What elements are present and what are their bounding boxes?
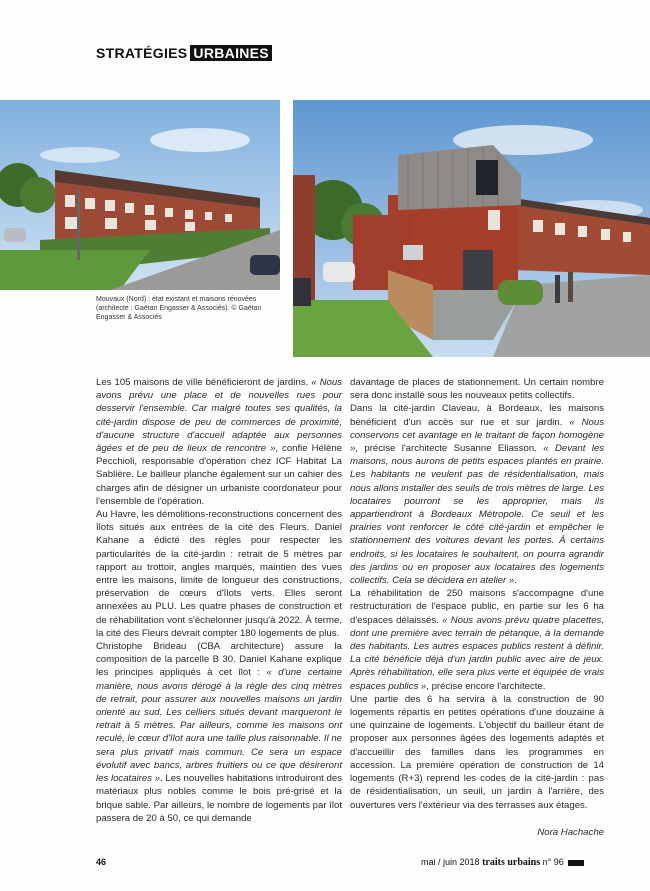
paragraph: [96, 640, 342, 825]
quote-run: « Nous conservons cet avantage en le traitant de façon homogène »: [350, 416, 604, 455]
text-run: , confie Hélène Pecchioli, responsable d'opération chez ICF Habitat La Sablière. Le bailleur planche également sur un cahier des charges afin de désigner un urbaniste coordonateur pour l'ensemble de l'opération.: [96, 443, 342, 507]
paragraph: [96, 376, 342, 508]
paragraph: davantage de places de stationnement. Un certain nombre sera donc installé sous les nouveaux petits collectifs.: [350, 377, 604, 402]
quote-run: « d'une certaine manière, nous avons dérogé à la règle des cinq mètres de retrait, pour assurer aux nouvelles maisons un jardin orienté au sud. Les celliers situés devant marqueront le retrait à 5 mètres. Par ailleurs, comme les maisons ont reculé, le cœur d'îlot aura une taille plus raisonnable. Il ne sera plus privatif mais commun. Ce sera un espace évolutif avec bancs, arbres fruitiers ou ce que désireront les locataires »: [96, 667, 342, 785]
footer-bar: [568, 860, 584, 866]
text-run: .: [514, 575, 517, 587]
photo-existing-houses: [0, 100, 280, 290]
issue-date: mai / juin 2018: [421, 857, 480, 867]
issue-info: [421, 857, 584, 868]
quote-run: « Devant les maisons, nous aurons de petits espaces plantés en prairie. Les habitants ne veulent pas de résidentialisation, mais nous allons installer des seuils de trois mètres de large. Les locataires pourront se les approprier, mais ils appartiendront à Bordeaux Métropole. Ce seuil et les prairies vont renforcer le côté cité-jardin et empêcher le stationnement des voitures devant les portes. À certains endroits, si les locataires le souhaitent, on pourra agrandir des jardins ou en proposer aux locataires des logements collectifs. Cela se décidera en atelier »: [350, 443, 605, 587]
section-title-box: URBAINES: [190, 45, 272, 61]
article-column-right: [350, 376, 604, 839]
text-run: La réhabilitation de 250 maisons s'accompagne d'une restructuration de l'espace public, en partie sur les 6 ha d'espaces délaissés.: [350, 588, 604, 626]
text-run: Christophe Brideau (CBA architecture) assure la composition de la parcelle B 30. Daniel Kahane explique les principes appliqués à cet îlot :: [96, 641, 342, 679]
text-run: Les 105 maisons de ville bénéficieront de jardins.: [96, 377, 312, 388]
section-title: STRATÉGIES: [96, 45, 188, 61]
paragraph: [350, 402, 604, 587]
text-run: , précise encore l'architecte.: [426, 680, 546, 692]
magazine-brand: traits urbains: [482, 857, 541, 868]
article-column-left: [96, 376, 342, 825]
text-run: . Les nouvelles habitations introduiront des matériaux plus nobles comme le bois pré-grisé et la brique sable. Par ailleurs, le nombre de logements par îlot passera de 20 à 50, ce qui demande: [96, 773, 342, 824]
issue-number: n° 96: [542, 857, 564, 867]
text-run: , précise l'architecte Susanne Eliasson.: [355, 443, 544, 455]
quote-run: « Nous avons prévu quatre placettes, dont une première avec terrain de pétanque, à la demande des habitants. Les autres espaces publics restent à définir. La cité bénéficie déjà d'un jardin public avec aire de jeux. Après réhabilitation, elle sera plus verte et équipée de vrais espaces publics »: [350, 614, 604, 692]
text-run: Dans la cité-jardin Claveau, à Bordeaux, les maisons bénéficient d'un accès sur rue et sur jardin.: [350, 403, 604, 428]
quote-run: « Nous avons prévu une place et de nouvelles rues pour desservir l'ensemble. Car malgré toutes ses qualités, la cité-jardin dispose de peu de commerces de proximité, d'aucune structure d'accueil adaptée aux personnes âgées et de peu de lieux de rencontre »: [96, 377, 342, 455]
page-number: 46: [96, 857, 107, 867]
section-header: [96, 45, 272, 61]
paragraph: Au Havre, les démolitions-reconstructions concernent des îlots situés aux entrées de la cité des Fleurs. Daniel Kahane a édicté des règles pour respecter les particularités de la cité-jardin : retrait de 5 mètres par rapport au trottoir, angles marqués, maintien des vues entre les maisons, limite de longueur des constructions, préservation de cœurs d'îlots verts. Elles seront annexées au PLU. Les quatre phases de construction et de réhabilitation vont s'échelonner jusqu'à 2022. À terme, la cité des Fleurs devrait compter 180 logements de plus.: [96, 509, 342, 639]
paragraph: [350, 587, 604, 693]
paragraph: Une partie des 6 ha servira à la construction de 90 logements répartis en petites opérations d'une douzaine à une quinzaine de logements. L'objectif du bailleur étant de proposer aux personnes âgées des logements adaptés et d'accueillir des familles dans les programmes en accession. La première opération de construction de 14 logements (R+3) reprend les codes de la cité-jardin : pas de résidentialisation, un seuil, un jardin à l'arrière, des ouvertures vers l'extérieur via des terrasses aux étages.: [350, 693, 604, 811]
photo-renovated-house: [293, 100, 650, 357]
photo-caption: Mouvaux (Nord) : état existant et maisons rénovées (architecte : Gaëtan Engasser & Associés). © Gaëtan Engasser & Associés: [96, 296, 262, 321]
author-signature: Nora Hachache: [537, 826, 604, 838]
